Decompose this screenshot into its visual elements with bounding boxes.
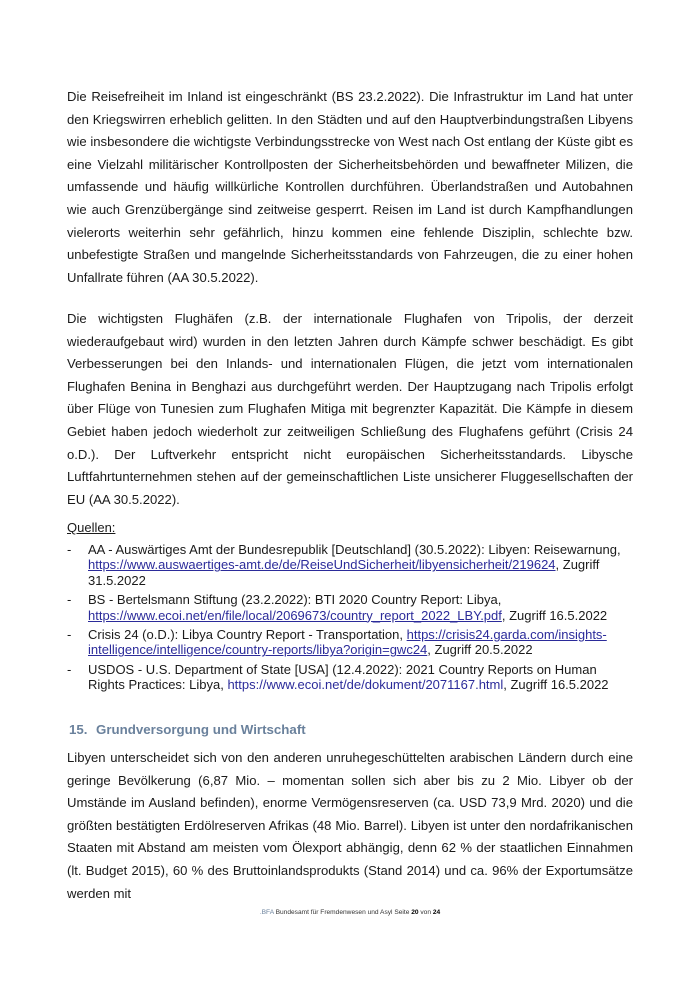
list-dash: -	[67, 627, 72, 643]
source-link-usdos[interactable]: https://www.ecoi.net/de/dokument/2071167.html	[227, 677, 504, 693]
source-item-bs	[67, 592, 633, 623]
source-item-usdos	[67, 662, 633, 693]
paragraph-airports: Die wichtigsten Flughäfen (z.B. der internationale Flughafen von Tripolis, der derzeit wiederaufgebaut wird) wurden in den letzten Jahren durch Kämpfe schwer beschädigt. Es gibt Verbesserungen bei den Inlands- und internationalen Flügen, die jetzt vom internationalen Flughafen Benina in Benghazi aus durchgeführt werden. Der Hauptzugang nach Tripolis erfolgt über Flüge von Tunesien zum Flughafen Mitiga mit begrenzter Kapazität. Die Kämpfe in diesem Gebiet haben jedoch wiederholt zur zeitweiligen Schließung des Flughafens geführt (Crisis 24 o.D.). Der Luftverkehr entspricht nicht europäischen Sicherheitsstandards. Libysche Luftfahrtunternehmen stehen auf der gemeinschaftlichen Liste unsicherer Fluggesellschaften der EU (AA 30.5.2022).	[67, 311, 633, 507]
source-item-crisis24	[67, 627, 633, 658]
footer-page-total: 24	[432, 909, 441, 916]
section-heading	[69, 722, 306, 737]
source-link-crisis24[interactable]: https://crisis24.garda.com/insights-intelligence/intelligence/country-reports/libya?origin=gwc24	[88, 627, 607, 658]
source-access-date: , Zugriff 16.5.2022	[503, 677, 609, 693]
list-dash: -	[67, 661, 72, 677]
sources-heading: Quellen:	[67, 520, 116, 535]
sources-list	[67, 542, 633, 697]
paragraph-economy: Libyen unterscheidet sich von den anderen unruhegeschüttelten arabischen Ländern durch eine geringe Bevölkerung (6,87 Mio. – momentan sollen sich aber bis zu 2 Mio. Libyer ob der Umstände im Ausland befinden), enorme Vermögensreserven (ca. USD 73,9 Mrd. 2020) und die größten bestätigten Erdölreserven Afrikas (48 Mio. Barrel). Libyen ist unter den nordafrikanischen Staaten mit Abstand am meisten vom Ölexport abhängig, denn 62 % der staatlichen Einnahmen (lt. Budget 2015), 60 % des Bruttoinlandsprodukts (Stand 2014) und ca. 96% der Exportumsätze werden mit	[67, 750, 633, 901]
list-dash: -	[67, 592, 72, 608]
source-access-date: , Zugriff 16.5.2022	[501, 607, 608, 623]
source-text: AA - Auswärtiges Amt der Bundesrepublik [Deutschland] (30.5.2022): Libyen: Reisewarnung,	[88, 542, 621, 557]
footer-agency: Bundesamt für Fremdenwesen und Asyl Seite	[273, 909, 412, 916]
source-item-aa	[67, 542, 633, 588]
footer-page-number: 20	[411, 909, 419, 916]
source-access-date: , Zugriff 20.5.2022	[427, 642, 533, 658]
source-text: USDOS - U.S. Department of State [USA] (12.4.2022): 2021 Country Reports on Human Rights Practices: Libya,	[88, 661, 597, 693]
bfa-logo: .BFA	[259, 909, 274, 916]
source-access-date: , Zugriff 31.5.2022	[88, 557, 600, 588]
list-dash: -	[67, 542, 72, 557]
source-link-aa[interactable]: https://www.auswaertiges-amt.de/de/ReiseUndSicherheit/libyensicherheit/219624	[88, 557, 556, 573]
source-text: Crisis 24 (o.D.): Libya Country Report - Transportation,	[88, 627, 407, 643]
section-title: Grundversorgung und Wirtschaft	[96, 722, 306, 737]
source-text: BS - Bertelsmann Stiftung (23.2.2022): BTI 2020 Country Report: Libya,	[88, 592, 502, 608]
section-number: 15.	[69, 722, 88, 737]
page-footer	[0, 909, 700, 916]
source-link-bs[interactable]: https://www.ecoi.net/en/file/local/2069673/country_report_2022_LBY.pdf	[88, 607, 502, 623]
paragraph-travel-freedom: Die Reisefreiheit im Inland ist eingeschränkt (BS 23.2.2022). Die Infrastruktur im Land hat unter den Kriegswirren erheblich gelitten. In den Städten und auf den Hauptverbindungstraßen Libyens wie insbesondere die wichtigste Verbindungsstrecke von West nach Ost entlang der Küste gibt es eine Vielzahl militärischer Kontrollposten der Sicherheitsbehörden und bewaffneter Milizen, die umfassende und häufig willkürliche Kontrollen durchführen. Überlandstraßen und Autobahnen wie auch Grenzübergänge sind zeitweise gesperrt. Reisen im Land ist durch Kampfhandlungen vielerorts weiterhin sehr gefährlich, hinzu kommen eine fehlende Disziplin, schlechte bzw. unbefestigte Straßen und mangelnde Sicherheitsstandards von Fahrzeugen, die zu einer hohen Unfallrate führen (AA 30.5.2022).	[67, 89, 633, 285]
footer-of: von	[418, 909, 433, 916]
